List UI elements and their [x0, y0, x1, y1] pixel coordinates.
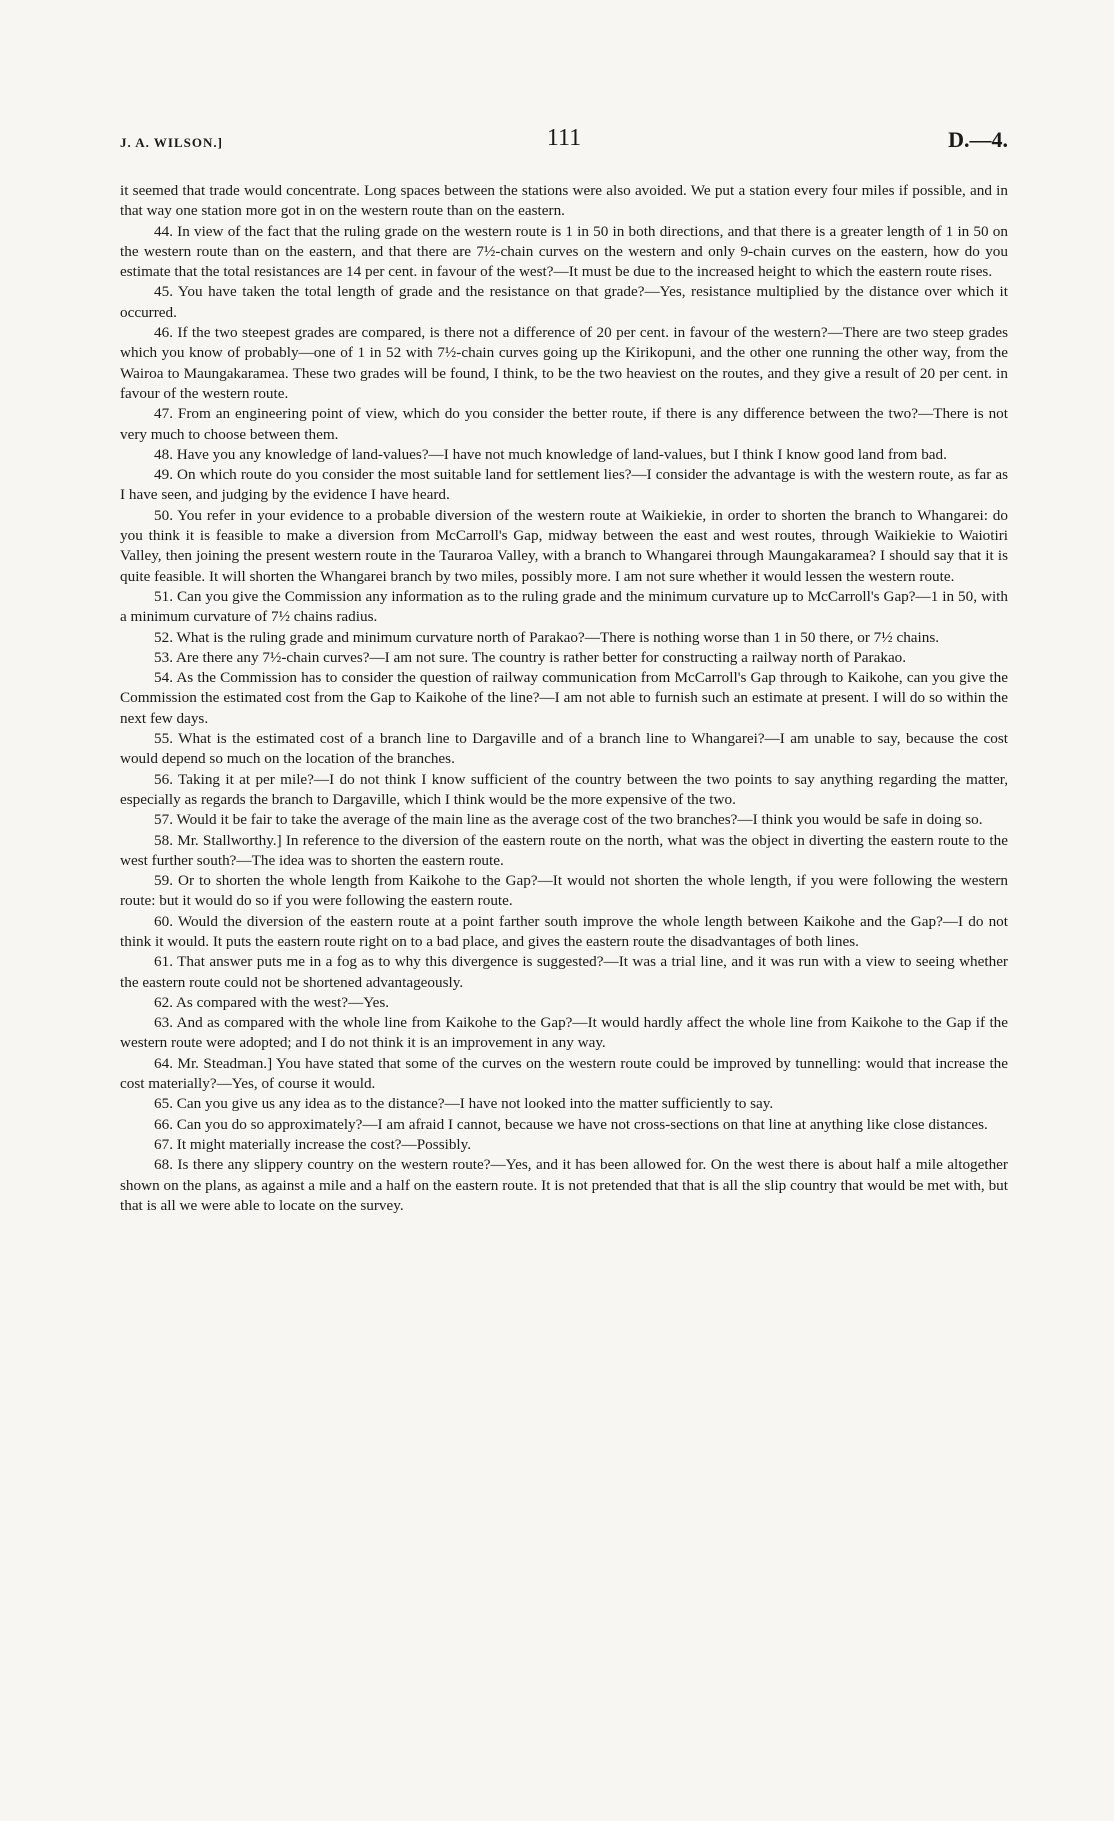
- header-document-code: D.—4.: [948, 127, 1008, 152]
- paragraph: 65. Can you give us any idea as to the distance?—I have not looked into the matter sufficiently to say.: [154, 1095, 774, 1113]
- paragraph: 46. If the two steepest grades are compared, is there not a difference of 20 per cent. in favour of the western?—There are two steep grades which you know of probably—one of 1 in 52 with 7½-chain curves going up the Kirikopuni, and the other one running the other way, from the Wairoa to Maungakaramea. These two grades will be found, I think, to be the two heaviest on the routes, and they give a result of 20 per cent. in favour of the western route.: [120, 324, 1008, 402]
- document-body: [120, 181, 1008, 1216]
- paragraph: it seemed that trade would concentrate. Long spaces between the stations were also avoided. We put a station every four miles if possible, and in that way one station more got in on the western route than on the eastern.: [120, 182, 1008, 220]
- paragraph: 44. In view of the fact that the ruling grade on the western route is 1 in 50 in both directions, and that there is a greater length of 1 in 50 on the western route than on the eastern, and that there are 7½-chain curves on the western and only 9-chain curves on the eastern, how do you estimate that the total resistances are 14 per cent. in favour of the west?—It must be due to the increased height to which the eastern route rises.: [120, 222, 1008, 281]
- page-header: [120, 125, 1008, 159]
- paragraph: 64. Mr. Steadman.] You have stated that some of the curves on the western route could be improved by tunnelling: would that increase the cost materially?—Yes, of course it would.: [120, 1054, 1008, 1093]
- paragraph: 52. What is the ruling grade and minimum curvature north of Parakao?—There is nothing worse than 1 in 50 there, or 7½ chains.: [154, 628, 940, 646]
- paragraph: 48. Have you any knowledge of land-values?—I have not much knowledge of land-values, but I think I know good land from bad.: [154, 445, 947, 463]
- paragraph: 68. Is there any slippery country on the western route?—Yes, and it has been allowed for. On the west there is about half a mile altogether shown on the plans, as against a mile and a half on the eastern route. It is not pretended that that is all the slip country that would be met with, but that is all we were able to locate on the survey.: [120, 1156, 1008, 1214]
- paragraph: 51. Can you give the Commission any information as to the ruling grade and the minimum curvature up to McCarroll's Gap?—1 in 50, with a minimum curvature of 7½ chains radius.: [120, 587, 1008, 626]
- paragraph: 58. Mr. Stallworthy.] In reference to the diversion of the eastern route on the north, what was the object in diverting the eastern route to the west further south?—The idea was to shorten the eastern route.: [120, 831, 1008, 869]
- page-number: 111: [546, 125, 582, 151]
- paragraph: 49. On which route do you consider the most suitable land for settlement lies?—I consider the advantage is with the western route, as far as I have seen, and judging by the evidence I have heard.: [120, 466, 1008, 504]
- header-witness-name: J. A. WILSON.]: [120, 135, 223, 150]
- paragraph: 45. You have taken the total length of grade and the resistance on that grade?—Yes, resistance multiplied by the distance over which it occurred.: [120, 283, 1008, 321]
- paragraph: 55. What is the estimated cost of a branch line to Dargaville and of a branch line to Whangarei?—I am unable to say, because the cost would depend so much on the location of the branches.: [120, 730, 1008, 768]
- document-page: [120, 125, 1008, 1216]
- paragraph: 53. Are there any 7½-chain curves?—I am not sure. The country is rather better for constructing a railway north of Parakao.: [154, 648, 907, 666]
- paragraph: 50. You refer in your evidence to a probable diversion of the western route at Waikiekie, in order to shorten the branch to Whangarei: do you think it is feasible to make a diversion from McCarroll's Gap, midway between the east and west routes, through Waikiekie to Waiotiri Valley, then joining the present western route in the Tauraroa Valley, with a branch to Whangarei through Maungakaramea? I should say that it is quite feasible. It will shorten the Whangarei branch by two miles, possibly more. I am not sure whether it would lessen the western route.: [120, 506, 1008, 585]
- paragraph: 47. From an engineering point of view, which do you consider the better route, if there is any difference between the two?—There is not very much to choose between them.: [120, 405, 1008, 443]
- paragraph: 60. Would the diversion of the eastern route at a point farther south improve the whole length between Kaikohe and the Gap?—I do not think it would. It puts the eastern route right on to a bad place, and gives the eastern route the disadvantages of both lines.: [120, 912, 1008, 950]
- paragraph: 54. As the Commission has to consider the question of railway communication from McCarroll's Gap through to Kaikohe, can you give the Commission the estimated cost from the Gap to Kaikohe of the line?—I am not able to furnish such an estimate at present. I will do so within the next few days.: [120, 669, 1008, 727]
- paragraph: 59. Or to shorten the whole length from Kaikohe to the Gap?—It would not shorten the whole length, if you were following the western route: but it would do so if you were following the eastern route.: [120, 872, 1008, 910]
- paragraph: 61. That answer puts me in a fog as to why this divergence is suggested?—It was a trial line, and it was run with a view to seeing whether the eastern route could not be shortened advantageously.: [120, 953, 1008, 991]
- paragraph: 67. It might materially increase the cost?—Possibly.: [154, 1135, 472, 1153]
- paragraph: 62. As compared with the west?—Yes.: [154, 993, 390, 1011]
- paragraph: 63. And as compared with the whole line from Kaikohe to the Gap?—It would hardly affect the whole line from Kaikohe to the Gap if the western route were adopted; and I do not think it is an improvement in any way.: [120, 1014, 1008, 1052]
- paragraph: 56. Taking it at per mile?—I do not think I know sufficient of the country between the two points to say anything regarding the matter, especially as regards the branch to Dargaville, which I think would be the more expensive of the two.: [120, 770, 1008, 808]
- paragraph: 57. Would it be fair to take the average of the main line as the average cost of the two branches?—I think you would be safe in doing so.: [154, 811, 983, 829]
- paragraph: 66. Can you do so approximately?—I am afraid I cannot, because we have not cross-sections on that line at anything like close distances.: [154, 1115, 988, 1133]
